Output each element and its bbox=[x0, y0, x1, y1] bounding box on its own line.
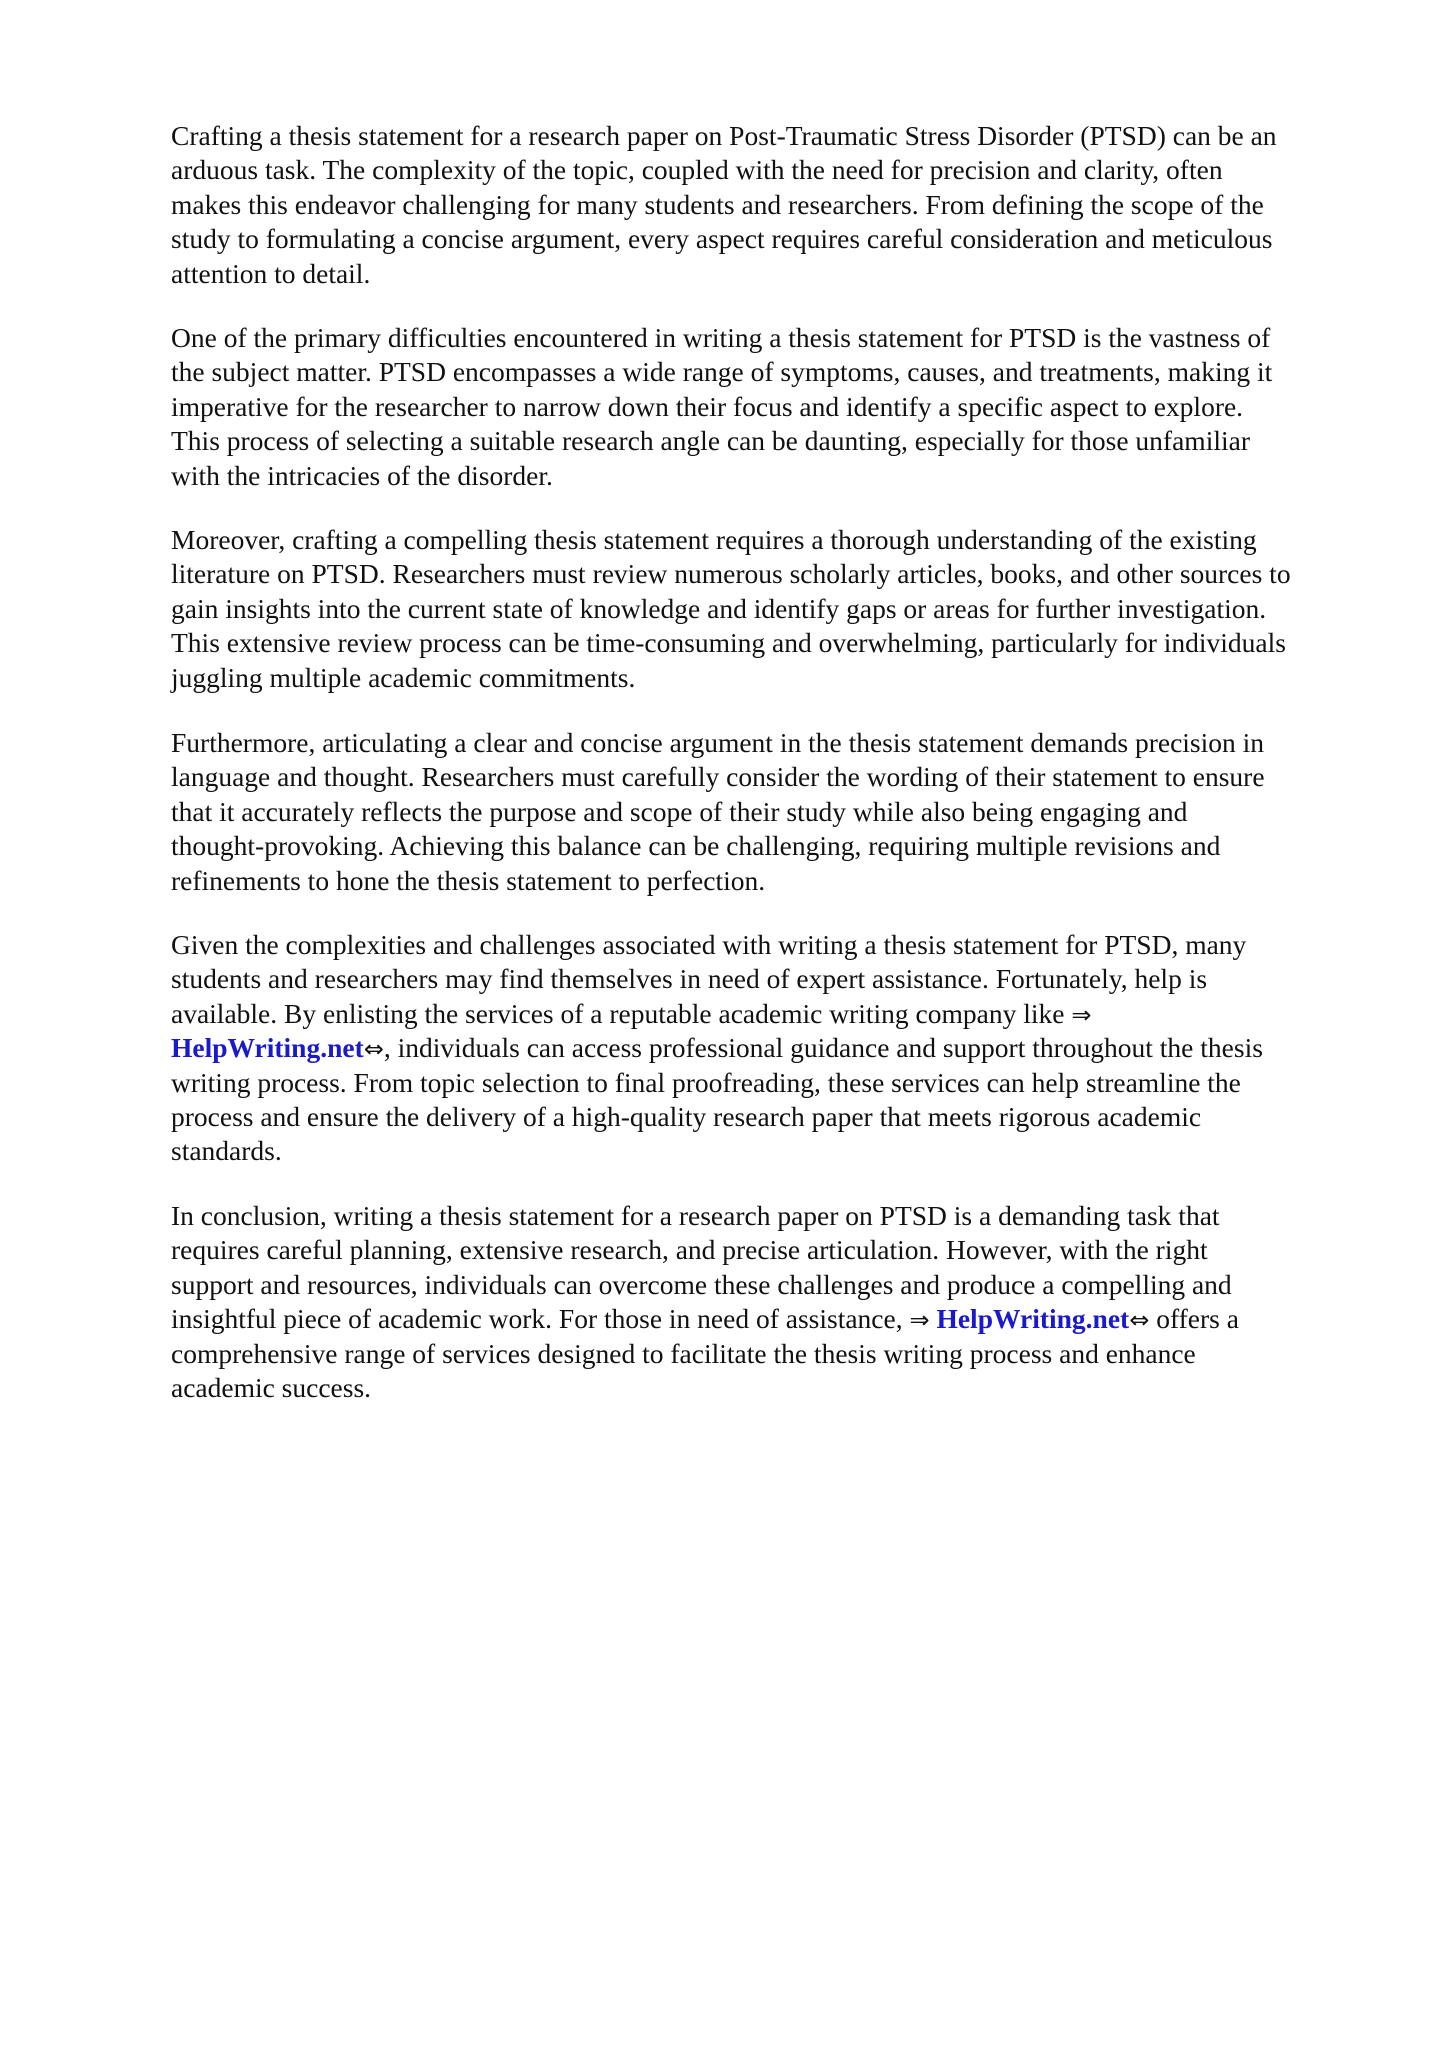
text-line: academic success. bbox=[171, 1371, 372, 1403]
text-line bbox=[171, 1302, 1371, 1336]
helpwriting-link[interactable]: HelpWriting.net bbox=[936, 1303, 1130, 1335]
text-line: thought-provoking. Achieving this balance can be challenging, requiring multiple revisions and bbox=[171, 830, 1221, 862]
text-line: that it accurately reflects the purpose and scope of their study while also being engaging and bbox=[171, 795, 1188, 827]
text-line: imperative for the researcher to narrow down their focus and identify a specific aspect to explore. bbox=[171, 390, 1244, 422]
text-line: the subject matter. PTSD encompasses a wide range of symptoms, causes, and treatments, making it bbox=[171, 356, 1273, 388]
left-right-double-arrow-icon: ⇔ bbox=[1129, 1306, 1150, 1335]
text-line: arduous task. The complexity of the topic, coupled with the need for precision and clarity, often bbox=[171, 154, 1223, 186]
text-line: students and researchers may find themselves in need of expert assistance. Fortunately, help is bbox=[171, 963, 1208, 995]
text-segment: , individuals can access professional guidance and support throughout the thesis bbox=[383, 1032, 1263, 1064]
text-line: Given the complexities and challenges associated with writing a thesis statement for PTSD, many bbox=[171, 929, 1247, 960]
text-segment: available. By enlisting the services of a reputable academic writing company like bbox=[171, 997, 1072, 1029]
text-line: In conclusion, writing a thesis statement for a research paper on PTSD is a demanding task that bbox=[171, 1200, 1220, 1231]
text-line: language and thought. Researchers must carefully consider the wording of their statement to ensure bbox=[171, 761, 1265, 793]
text-line: makes this endeavor challenging for many students and researchers. From defining the scope of the bbox=[171, 188, 1264, 220]
text-segment: insightful piece of academic work. For those in need of assistance, bbox=[171, 1303, 910, 1335]
paragraph-argument bbox=[171, 726, 1371, 898]
text-line: juggling multiple academic commitments. bbox=[171, 661, 636, 693]
text-line: standards. bbox=[171, 1135, 282, 1167]
text-line: One of the primary difficulties encountered in writing a thesis statement for PTSD is the vastness of bbox=[171, 322, 1271, 353]
paragraph-difficulties bbox=[171, 321, 1371, 493]
text-line bbox=[171, 997, 1371, 1031]
text-line: requires careful planning, extensive research, and precise articulation. However, with the right bbox=[171, 1234, 1208, 1266]
paragraph-literature bbox=[171, 523, 1371, 695]
text-line: This extensive review process can be time-consuming and overwhelming, particularly for individuals bbox=[171, 627, 1286, 659]
text-line: gain insights into the current state of knowledge and identify gaps or areas for further investigation. bbox=[171, 592, 1267, 624]
text-line: refinements to hone the thesis statement to perfection. bbox=[171, 864, 766, 896]
text-line: attention to detail. bbox=[171, 257, 371, 289]
text-line: Furthermore, articulating a clear and concise argument in the thesis statement demands precision in bbox=[171, 727, 1265, 758]
paragraph-assistance bbox=[171, 928, 1371, 1169]
text-line: process and ensure the delivery of a high-quality research paper that meets rigorous academic bbox=[171, 1100, 1202, 1132]
text-line: Crafting a thesis statement for a research paper on Post-Traumatic Stress Disorder (PTSD) can be an bbox=[171, 120, 1277, 151]
text-line: Moreover, crafting a compelling thesis statement requires a thorough understanding of the existing bbox=[171, 524, 1257, 555]
text-line: literature on PTSD. Researchers must review numerous scholarly articles, books, and other sources to bbox=[171, 558, 1291, 590]
helpwriting-link[interactable]: HelpWriting.net bbox=[171, 1032, 364, 1064]
text-line bbox=[171, 1031, 1371, 1065]
paragraph-intro bbox=[171, 119, 1371, 291]
right-double-arrow-icon: ⇒ bbox=[909, 1306, 930, 1335]
left-right-double-arrow-icon: ⇔ bbox=[363, 1035, 384, 1064]
text-line: comprehensive range of services designed to facilitate the thesis writing process and enhance bbox=[171, 1337, 1196, 1369]
text-line: support and resources, individuals can overcome these challenges and produce a compelling and bbox=[171, 1268, 1232, 1300]
paragraph-conclusion bbox=[171, 1199, 1371, 1405]
text-line: This process of selecting a suitable research angle can be daunting, especially for those unfamiliar bbox=[171, 425, 1250, 457]
text-line: with the intricacies of the disorder. bbox=[171, 459, 553, 491]
text-line: writing process. From topic selection to final proofreading, these services can help streamline the bbox=[171, 1066, 1241, 1098]
right-double-arrow-icon: ⇒ bbox=[1071, 1000, 1092, 1029]
text-segment: offers a bbox=[1149, 1303, 1239, 1335]
text-line: study to formulating a concise argument, every aspect requires careful consideration and meticulous bbox=[171, 223, 1273, 255]
